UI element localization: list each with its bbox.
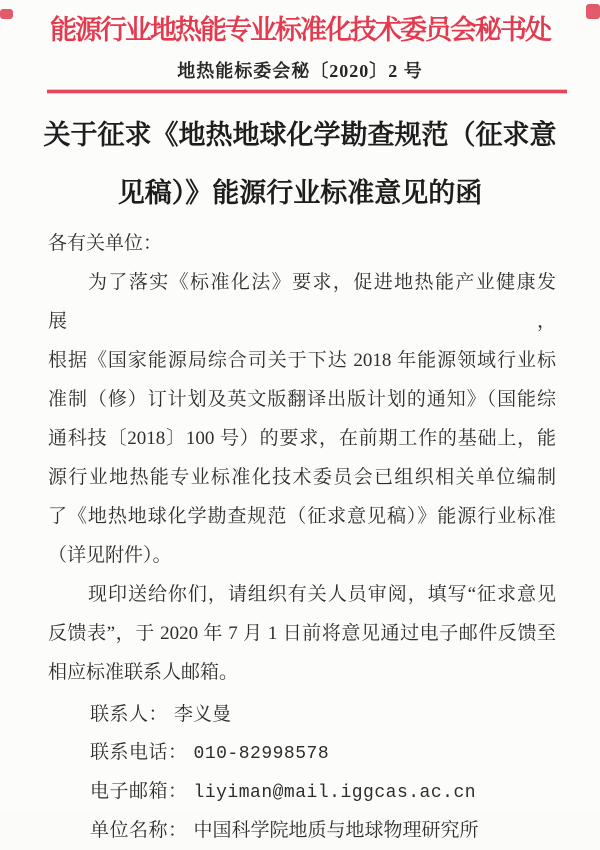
- body-line-4: 通科技〔2018〕100 号）的要求，在前期工作的基础上，能: [48, 428, 556, 449]
- body-line-5: 源行业地热能专业标准化技术委员会已组织相关单位编制: [48, 467, 556, 488]
- letterhead: [0, 0, 600, 93]
- letterhead-divider-rule: [47, 90, 567, 93]
- contact-phone-label: 联系电话：: [90, 742, 188, 763]
- contact-org-value: 中国科学院地质与地球物理研究所: [193, 820, 479, 841]
- contact-email-value: liyiman@mail.iggcas.ac.cn: [193, 783, 477, 803]
- contact-person-row: [90, 696, 556, 734]
- contact-info: [48, 696, 556, 850]
- document-title-line2: 见稿）》能源行业标准意见的函: [117, 178, 483, 208]
- contact-person-label: 联系人：: [90, 704, 169, 725]
- contact-org-label: 单位名称：: [90, 820, 188, 841]
- contact-phone-value: 010-82998578: [193, 744, 330, 764]
- scan-artifact-top-left: [0, 9, 13, 19]
- body-line-1: 为了落实《标准化法》要求，促进地热能产业健康发展，: [48, 272, 556, 332]
- document-title: [30, 106, 570, 222]
- contact-person-value: 李义曼: [174, 704, 232, 725]
- letterhead-org-name: 能源行业地热能专业标准化技术委员会秘书处: [50, 15, 550, 45]
- contact-email-row: [90, 773, 556, 812]
- document-title-line1: 关于征求《地热地球化学勘查规范（征求意: [43, 120, 557, 150]
- salutation: 各有关单位：: [48, 233, 163, 254]
- body-line-9: 反馈表”，于 2020 年 7 月 1 日前将意见通过电子邮件反馈至: [48, 623, 556, 644]
- body-line-10: 相应标准联系人邮箱。: [48, 662, 239, 683]
- contact-org-row: [90, 812, 556, 850]
- body-line-2: 根据《国家能源局综合司关于下达 2018 年能源领域行业标: [48, 350, 556, 371]
- letter-body: [48, 224, 556, 692]
- contact-email-label: 电子邮箱：: [90, 781, 188, 802]
- body-line-7: （详见附件）。: [48, 545, 172, 566]
- body-line-6: 了《地热地球化学勘查规范（征求意见稿）》能源行业标准: [48, 506, 556, 527]
- doc-number: 地热能标委会秘〔2020〕2 号: [177, 61, 423, 81]
- scan-artifact-top-right: [586, 4, 600, 19]
- body-line-3: 准制（修）订计划及英文版翻译出版计划的通知》（国能综: [48, 389, 556, 410]
- contact-phone-row: [90, 734, 556, 773]
- body-line-8: 现印送给你们，请组织有关人员审阅，填写“征求意见: [88, 584, 556, 605]
